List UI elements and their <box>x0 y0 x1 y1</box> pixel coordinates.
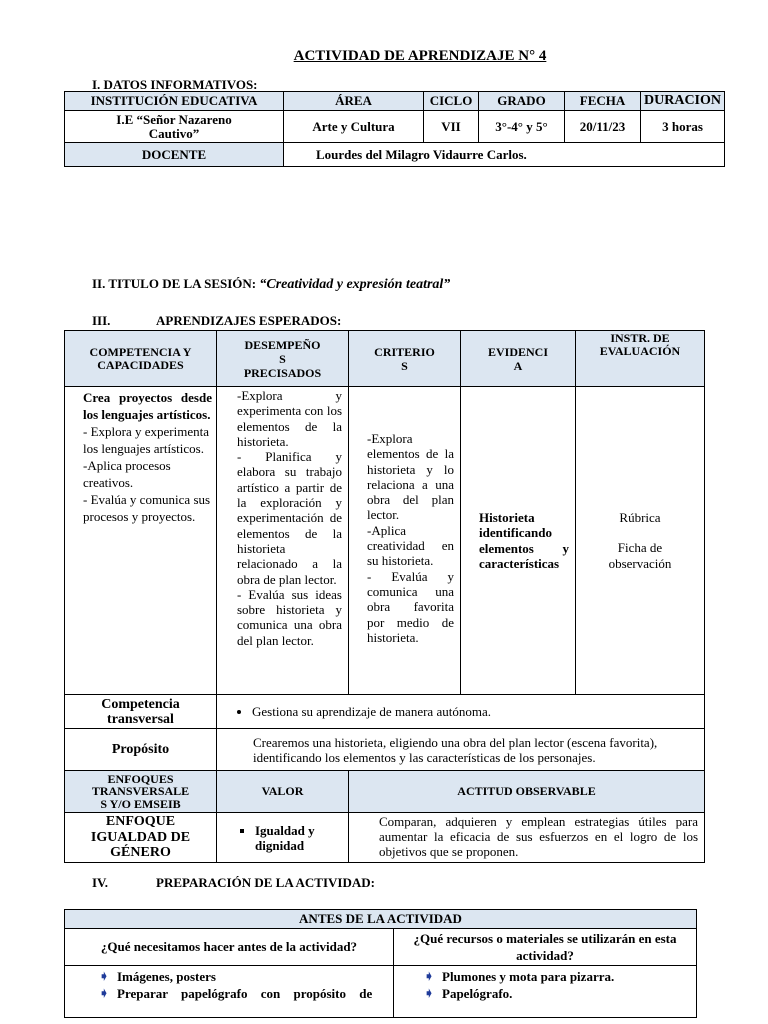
instrumento-ficha: Ficha de observación <box>608 539 672 571</box>
value-fecha: 20/11/23 <box>565 111 641 143</box>
header-fecha: FECHA <box>565 92 641 111</box>
header-competencia: COMPETENCIA Y CAPACIDADES <box>65 331 217 387</box>
docente-value: Lourdes del Milagro Vidaurre Carlos. <box>284 143 725 167</box>
page-title: ACTIVIDAD DE APRENDIZAJE N° 4 <box>293 48 547 64</box>
evidencia-cell: Historieta identificando elementos y características <box>461 387 576 695</box>
list-item: ➧ Plumones y mota para pizarra. <box>424 968 690 985</box>
value-ciclo: VII <box>424 111 479 143</box>
instrumento-cell <box>576 387 705 695</box>
col1-header: ¿Qué necesitamos hacer antes de la actividad? <box>65 929 394 966</box>
header-grado: GRADO <box>479 92 565 111</box>
col1-items <box>65 966 394 1018</box>
list-item: ➧ Papelógrafo. <box>424 985 690 1002</box>
header-evidencia: EVIDENCI A <box>461 331 576 387</box>
list-item: ➧ Imágenes, posters <box>99 968 387 985</box>
value-duracion: 3 horas <box>641 111 725 143</box>
section-1-heading: I. DATOS INFORMATIVOS: <box>92 77 258 92</box>
arrow-bullet-icon <box>99 985 111 1002</box>
enfoques-header: ENFOQUES TRANSVERSALE S Y/O EMSEIB <box>65 771 217 813</box>
competencia-capacidades: - Explora y experimenta los lenguajes artísticos. -Aplica procesos creativos. - Evalúa y comunica sus procesos y proyectos. <box>83 424 211 524</box>
preparacion-table <box>64 909 697 1018</box>
actitud-header: ACTITUD OBSERVABLE <box>349 771 705 813</box>
actitud-value: Comparan, adquieren y emplean estrategias útiles para aumentar la eficacia de sus esfuerzos en el logro de los objetivos que se proponen. <box>349 813 705 863</box>
antes-header: ANTES DE LA ACTIVIDAD <box>65 910 697 929</box>
header-desempenos: DESEMPEÑO S PRECISADOS <box>217 331 349 387</box>
header-duracion: DURACION <box>641 92 725 111</box>
section-3-heading: APRENDIZAJES ESPERADOS: <box>156 313 342 328</box>
docente-label: DOCENTE <box>65 143 284 167</box>
value-institucion: I.E “Señor Nazareno Cautivo” <box>65 111 284 143</box>
section-3-number: III. <box>92 313 111 328</box>
header-instrumento: INSTR. DE EVALUACIÓN <box>576 331 705 387</box>
aprendizajes-table <box>64 330 705 863</box>
proposito-label: Propósito <box>65 729 217 771</box>
header-area: ÁREA <box>284 92 424 111</box>
instrumento-rubrica: Rúbrica <box>619 509 661 525</box>
header-ciclo: CICLO <box>424 92 479 111</box>
header-institucion: INSTITUCIÓN EDUCATIVA <box>65 92 284 111</box>
valor-cell <box>217 813 349 863</box>
transversal-cell <box>217 695 705 729</box>
arrow-bullet-icon <box>424 968 436 985</box>
header-criterios: CRITERIO S <box>349 331 461 387</box>
section-4-heading: PREPARACIÓN DE LA ACTIVIDAD: <box>156 875 375 890</box>
section-2-label: II. TITULO DE LA SESIÓN: <box>92 276 257 291</box>
list-item: ➧ Preparar papelógrafo con propósito de <box>99 985 387 1002</box>
enfoque-value: ENFOQUE IGUALDAD DE GÉNERO <box>65 813 217 863</box>
transversal-value: • Gestiona su aprendizaje de manera autónoma. <box>252 704 701 720</box>
datos-informativos-table <box>64 91 725 167</box>
criterios-cell: -Explora elementos de la historieta y lo relaciona a una obra del plan lector. -Aplica creatividad en su historieta. - Evalúa y comunica una obra favorita por medio de historieta. <box>349 387 461 695</box>
proposito-value: Crearemos una historieta, eligiendo una obra del plan lector (escena favorita), identificando los elementos y las características de los personajes. <box>217 729 705 771</box>
competencia-cell <box>65 387 217 695</box>
arrow-bullet-icon <box>99 968 111 985</box>
desempenos-cell: -Explora y experimenta con los elementos de la historieta. - Planifica y elabora su trabajo artístico a partir de la exploración y experimentación de elementos de la historieta relacionado a la obra de plan lector. - Evalúa sus ideas sobre historieta y comunica una obra del plan lector. <box>217 387 349 695</box>
arrow-bullet-icon <box>424 985 436 1002</box>
valor-value: ▪ Igualdad y dignidad <box>255 823 345 853</box>
value-area: Arte y Cultura <box>284 111 424 143</box>
col2-header: ¿Qué recursos o materiales se utilizarán en esta actividad? <box>394 929 697 966</box>
section-4-number: IV. <box>92 875 109 890</box>
section-2 <box>92 276 450 293</box>
col2-items <box>394 966 697 1018</box>
competencia-main: Crea proyectos desde los lenguajes artísticos. <box>83 390 212 422</box>
valor-header: VALOR <box>217 771 349 813</box>
transversal-label: Competencia transversal <box>65 695 217 729</box>
value-grado: 3°-4° y 5° <box>479 111 565 143</box>
session-title: “Creatividad y expresión teatral” <box>259 277 451 292</box>
